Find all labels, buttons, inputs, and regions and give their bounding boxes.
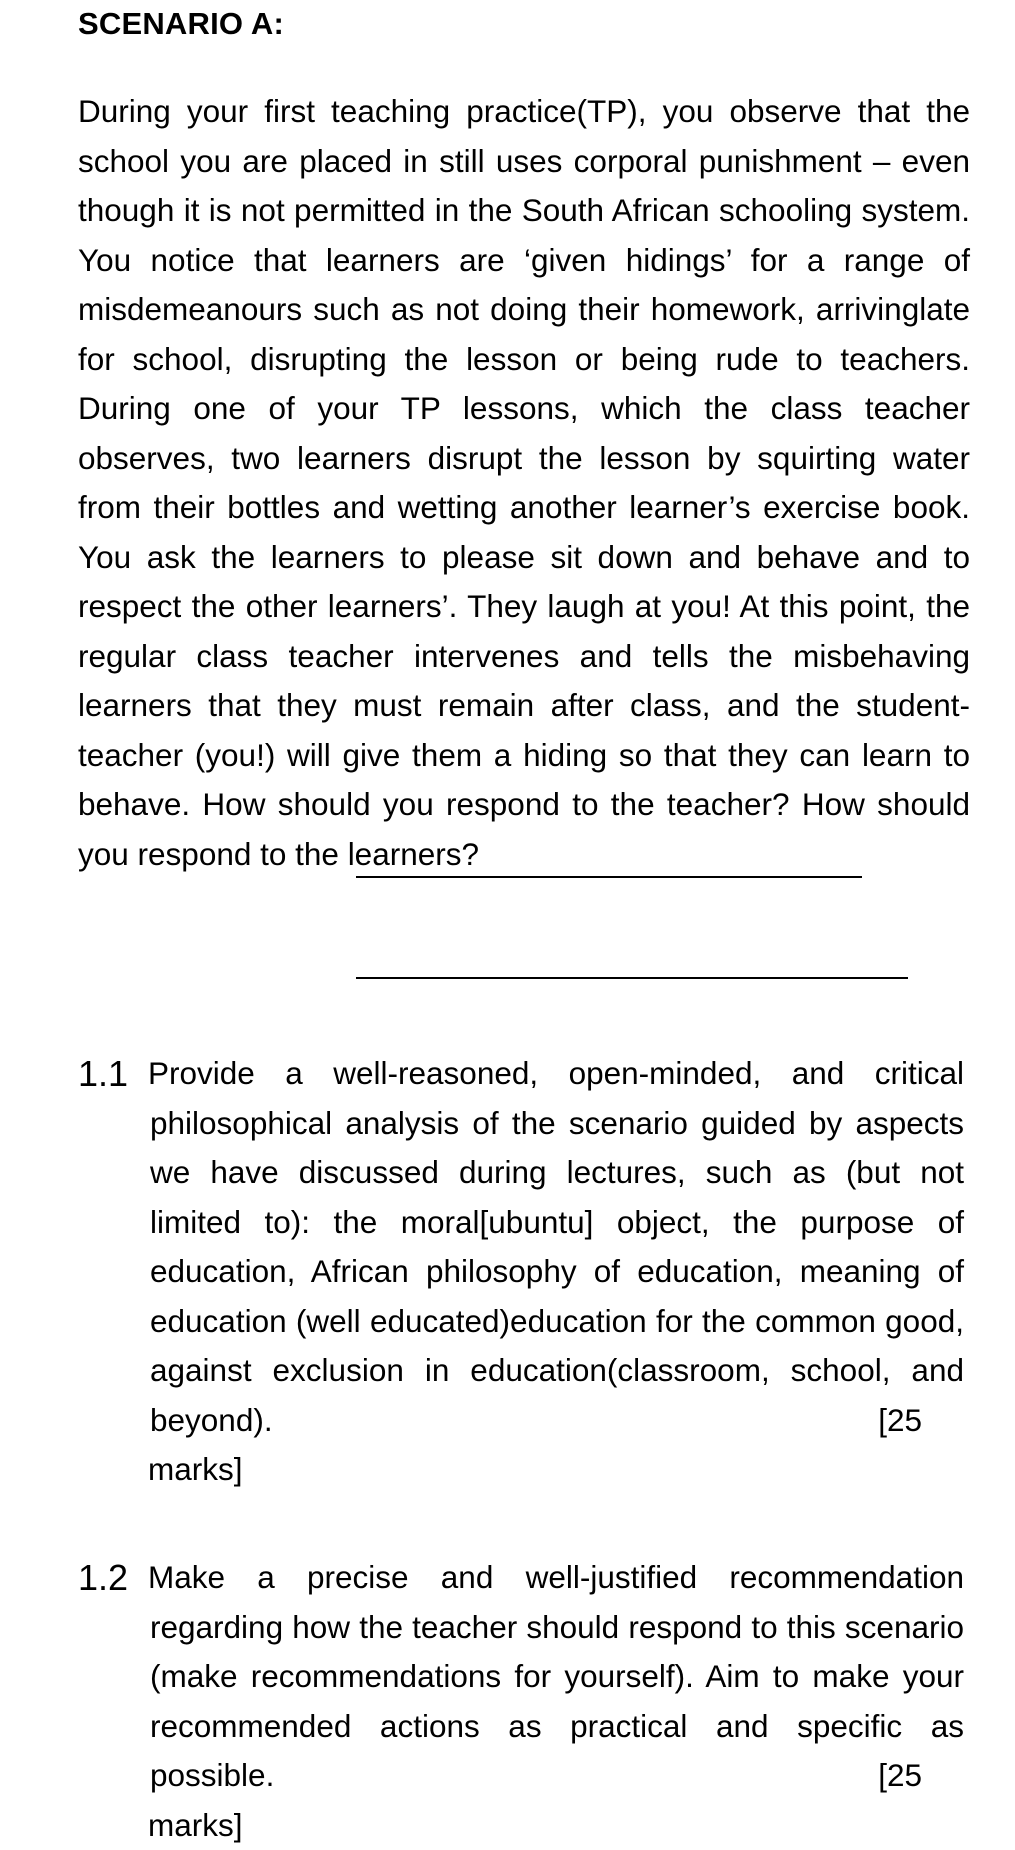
marks-label-end: marks] bbox=[150, 1445, 964, 1495]
marks-label: [25 bbox=[880, 1751, 922, 1801]
question-text: Provide a well-reasoned, open-minded, and critical philosophical analysis of the scenario guided by aspects we have discussed during lectures, such as (but not limited to): the moral[ubuntu] object, the purpose of education, African philosophy of education, meaning of education (well educated)education for the common good, against exclusion in education(classroom, school, and beyond). bbox=[148, 1055, 964, 1438]
answer-line-2 bbox=[356, 977, 908, 979]
marks-label-end: marks] bbox=[150, 1801, 964, 1850]
scenario-text: During your first teaching practice(TP), you observe that the school you are placed in still uses corporal punishment – even though it is not permitted in the South African schooling system. You notice that learners are ‘given hidings’ for a range of misdemeanours such as not doing their homework, arrivinglate for school, disrupting the lesson or being rude to teachers. During one of your TP lessons, which the class teacher observes, two learners disrupt the lesson by squirting water from their bottles and wetting another learner’s exercise book. You ask the learners to please sit down and behave and to respect the other learners’. They laugh at you! At this point, the regular class teacher intervenes and tells the misbehaving learners that they must remain after class, and the student-teacher (you!) will give them a hiding so that they can learn to behave. How should you respond to the teacher? How should you respond to the learners? bbox=[78, 87, 970, 879]
question-text: Make a precise and well-justified recommendation regarding how the teacher should respond to this scenario (make recommendations for yourself). Aim to make your recommended actions as practical and specific as possible. bbox=[148, 1559, 964, 1793]
marks-label: [25 bbox=[880, 1396, 922, 1446]
question-body bbox=[150, 1553, 964, 1850]
question-1-1 bbox=[78, 1049, 964, 1495]
question-number: 1.2 bbox=[78, 1553, 128, 1603]
question-body bbox=[150, 1049, 964, 1495]
scenario-heading: SCENARIO A: bbox=[78, 2, 284, 46]
question-number: 1.1 bbox=[78, 1049, 128, 1099]
answer-line-1 bbox=[356, 876, 862, 878]
question-1-2 bbox=[78, 1553, 964, 1850]
